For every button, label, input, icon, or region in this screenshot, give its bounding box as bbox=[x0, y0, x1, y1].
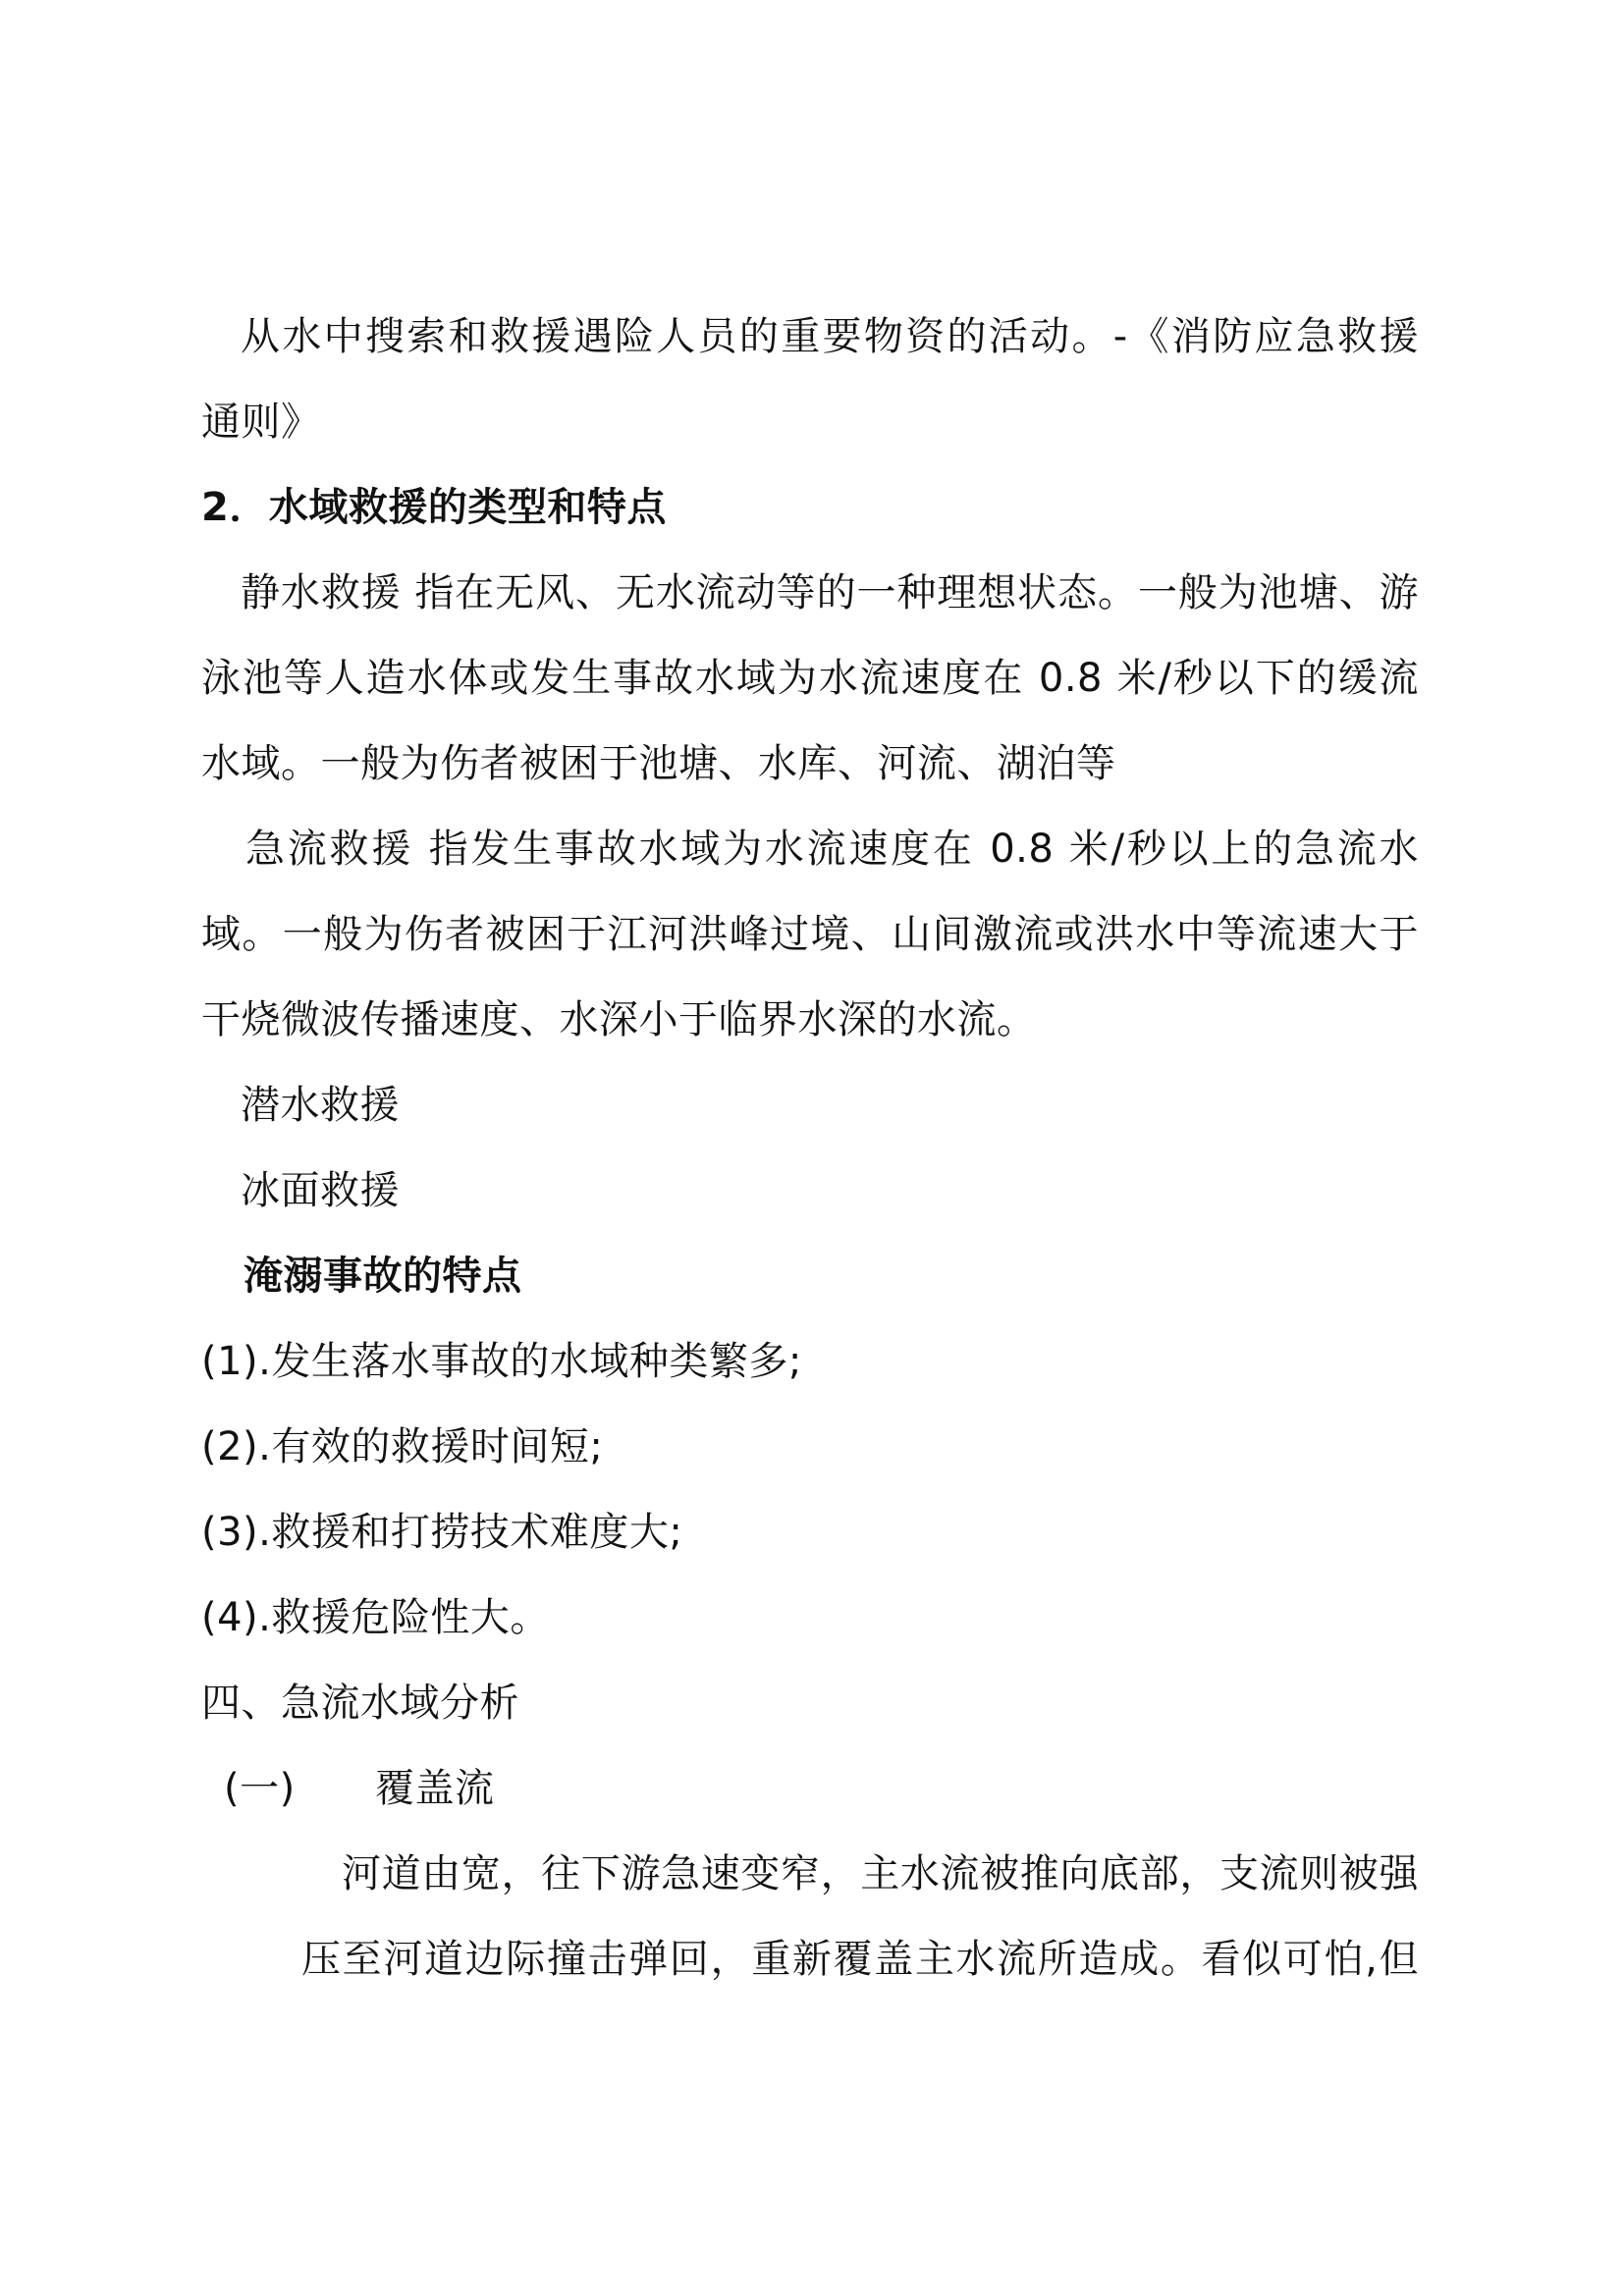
section-heading: 2．水域救援的类型和特点 bbox=[201, 485, 667, 530]
paragraph-line: 河道由宽，往下游急速变窄，主水流被推向底部，支流则被强 bbox=[342, 1851, 1419, 1896]
list-item: 冰面救援 bbox=[241, 1168, 400, 1213]
sub-heading: 淹溺事故的特点 bbox=[244, 1254, 522, 1299]
subsection-number: (一) bbox=[224, 1766, 296, 1811]
paragraph-line: 通则》 bbox=[201, 400, 321, 445]
paragraph-line: 从水中搜索和救援遇险人员的重要物资的活动。-《消防应急救援 bbox=[241, 314, 1419, 359]
paragraph-line: 静水救援 指在无风、无水流动等的一种理想状态。一般为池塘、游 bbox=[241, 570, 1419, 615]
paragraph-line: 干烧微波传播速度、水深小于临界水深的水流。 bbox=[201, 997, 1037, 1042]
list-item: 潜水救援 bbox=[241, 1083, 400, 1128]
list-item: (4).救援危险性大。 bbox=[201, 1595, 550, 1640]
paragraph-line: 泳池等人造水体或发生事故水域为水流速度在 0.8 米/秒以下的缓流 bbox=[201, 656, 1419, 701]
section-heading: 四、急流水域分析 bbox=[201, 1681, 519, 1726]
paragraph-line: 水域。一般为伤者被困于池塘、水库、河流、湖泊等 bbox=[201, 741, 1116, 786]
paragraph-line: 域。一般为伤者被困于江河洪峰过境、山间激流或洪水中等流速大于 bbox=[201, 912, 1419, 957]
list-item: (2).有效的救援时间短; bbox=[201, 1424, 604, 1469]
paragraph-line: 压至河道边际撞击弹回，重新覆盖主水流所造成。看似可怕,但 bbox=[301, 1937, 1419, 1982]
subsection-title: 覆盖流 bbox=[375, 1766, 495, 1811]
paragraph-line: 急流救援 指发生事故水域为水流速度在 0.8 米/秒以上的急流水 bbox=[245, 827, 1419, 872]
list-item: (3).救援和打捞技术难度大; bbox=[201, 1510, 683, 1555]
list-item: (1).发生落水事故的水域种类繁多; bbox=[201, 1339, 802, 1384]
